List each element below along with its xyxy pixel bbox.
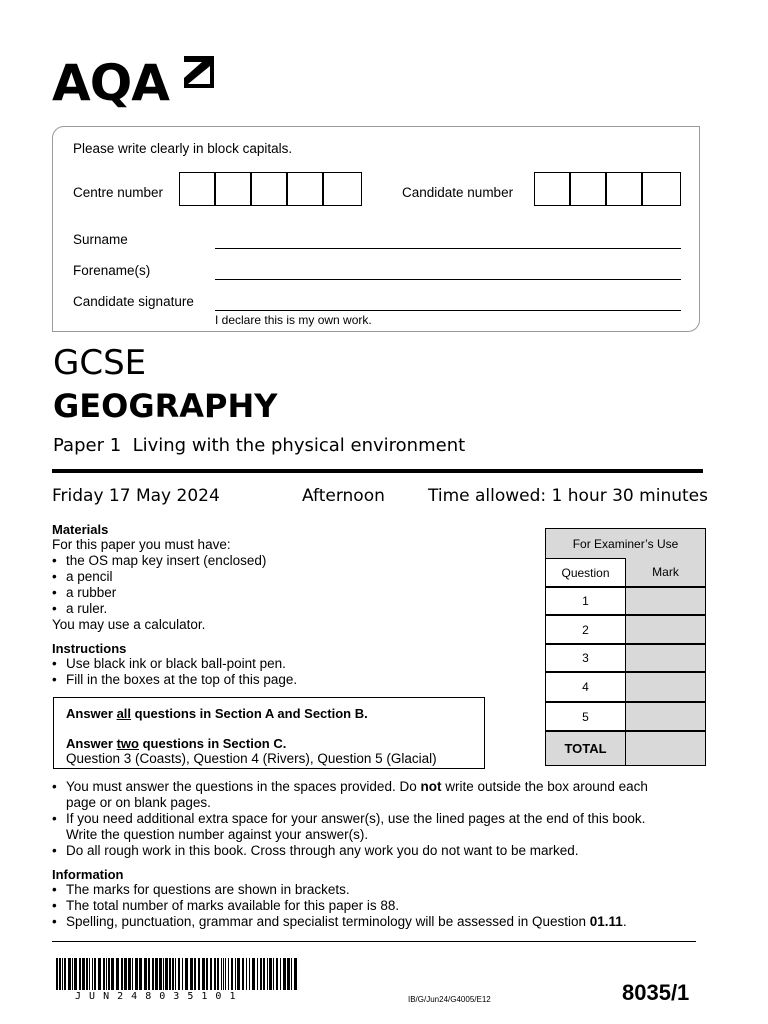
emphasis-all: all	[116, 706, 132, 721]
centre-number-cell[interactable]	[323, 172, 362, 206]
text-part: questions in Section A and Section B.	[131, 706, 368, 721]
text-part: Spelling, punctuation, grammar and specialist terminology will be assessed in Question	[66, 914, 590, 929]
information-list	[52, 882, 702, 930]
list-item: • Use black ink or black ball-point pen.	[52, 656, 532, 672]
text-part: Answer	[66, 706, 117, 721]
aqa-logo-mark-icon	[182, 54, 216, 90]
further-instructions-list	[52, 779, 702, 859]
section-c-options: Question 3 (Coasts), Question 4 (Rivers), Question 5 (Glacial)	[66, 751, 437, 766]
information-heading: Information	[52, 867, 124, 882]
mark-cell[interactable]	[625, 615, 706, 644]
mark-cell[interactable]	[625, 644, 706, 672]
emphasis-two: two	[116, 736, 139, 751]
further-instructions	[52, 779, 702, 930]
list-item: • a ruler.	[52, 601, 532, 617]
list-item: • the OS map key insert (enclosed)	[52, 553, 532, 569]
total-mark-cell[interactable]	[625, 731, 706, 766]
list-item: • Do all rough work in this book. Cross through any work you do not want to be marked.	[52, 843, 702, 859]
section-c-instruction	[66, 736, 286, 751]
barcode-number: J U N 2 4 8 0 3 5 1 0 1	[75, 991, 237, 1002]
signature-line[interactable]	[215, 310, 681, 311]
materials-heading: Materials	[52, 522, 109, 537]
question-ref: 01.11	[589, 914, 623, 929]
sections-ab-instruction	[66, 706, 368, 721]
surname-line[interactable]	[215, 248, 681, 249]
text-part: You must answer the questions in the spaces provided. Do	[66, 779, 421, 794]
list-item: • The total number of marks available for this paper is 88.	[52, 898, 702, 914]
instructions-list	[52, 656, 532, 688]
candidate-number-label: Candidate number	[402, 185, 514, 200]
mark-column-header: Mark	[625, 558, 706, 587]
list-item: • a pencil	[52, 569, 532, 585]
paper-title: Paper 1 Living with the physical environment	[53, 435, 466, 456]
instructions-heading: Instructions	[52, 641, 127, 656]
list-item: • a rubber	[52, 585, 532, 601]
barcode-icon	[56, 958, 298, 990]
text-part: questions in Section C.	[138, 736, 287, 751]
paper-code: 8035/1	[622, 980, 690, 1005]
question-column-header: Question	[545, 558, 626, 587]
list-item	[52, 779, 702, 811]
qualification-title: GCSE	[53, 343, 147, 383]
centre-number-label: Centre number	[73, 185, 164, 200]
mark-cell[interactable]	[625, 702, 706, 731]
candidate-number-cell[interactable]	[570, 172, 606, 206]
candidate-number-cell[interactable]	[642, 172, 681, 206]
question-number: 1	[545, 587, 626, 615]
exam-session: Afternoon	[302, 486, 385, 506]
text-part: If you need additional extra space for your answer(s), use the lined pages at the end of this book.	[66, 811, 646, 826]
calculator-note: You may use a calculator.	[52, 617, 206, 632]
mark-cell[interactable]	[625, 672, 706, 702]
list-item	[52, 914, 702, 930]
total-label: TOTAL	[545, 731, 626, 766]
list-item	[52, 811, 702, 843]
block-capitals-instruction: Please write clearly in block capitals.	[73, 141, 293, 156]
time-allowed: Time allowed: 1 hour 30 minutes	[428, 486, 708, 506]
examiner-use-table	[545, 528, 706, 766]
text-part: page or on blank pages.	[66, 795, 211, 810]
surname-label: Surname	[73, 232, 128, 247]
materials-intro: For this paper you must have:	[52, 537, 231, 552]
centre-number-cell[interactable]	[215, 172, 251, 206]
list-item: • Fill in the boxes at the top of this page.	[52, 672, 532, 688]
text-part: .	[622, 914, 627, 929]
signature-label: Candidate signature	[73, 294, 194, 309]
question-number: 3	[545, 644, 626, 672]
text-part: write outside the box around each	[441, 779, 648, 794]
question-number: 2	[545, 615, 626, 644]
candidate-number-cell[interactable]	[606, 172, 642, 206]
footer-rule	[52, 941, 696, 942]
forename-line[interactable]	[215, 279, 681, 280]
declaration-text: I declare this is my own work.	[215, 313, 372, 327]
emphasis-not: not	[420, 779, 442, 794]
mark-cell[interactable]	[625, 587, 706, 615]
question-number: 4	[545, 672, 626, 702]
text-part: Answer	[66, 736, 117, 751]
text-part: Write the question number against your answer(s).	[66, 827, 369, 842]
materials-section	[52, 522, 532, 688]
list-item: • The marks for questions are shown in brackets.	[52, 882, 702, 898]
aqa-logo: AQA	[52, 54, 169, 112]
header-rule	[52, 469, 703, 473]
question-number: 5	[545, 702, 626, 731]
centre-number-cell[interactable]	[287, 172, 323, 206]
forename-label: Forename(s)	[73, 263, 151, 278]
examiner-table-title: For Examiner’s Use	[545, 528, 706, 559]
exam-date: Friday 17 May 2024	[52, 486, 220, 506]
document-reference: IB/G/Jun24/G4005/E12	[408, 995, 491, 1004]
centre-number-cell[interactable]	[251, 172, 287, 206]
centre-number-cell[interactable]	[179, 172, 215, 206]
subject-title: GEOGRAPHY	[53, 387, 278, 425]
candidate-number-cell[interactable]	[534, 172, 570, 206]
materials-list	[52, 553, 532, 617]
